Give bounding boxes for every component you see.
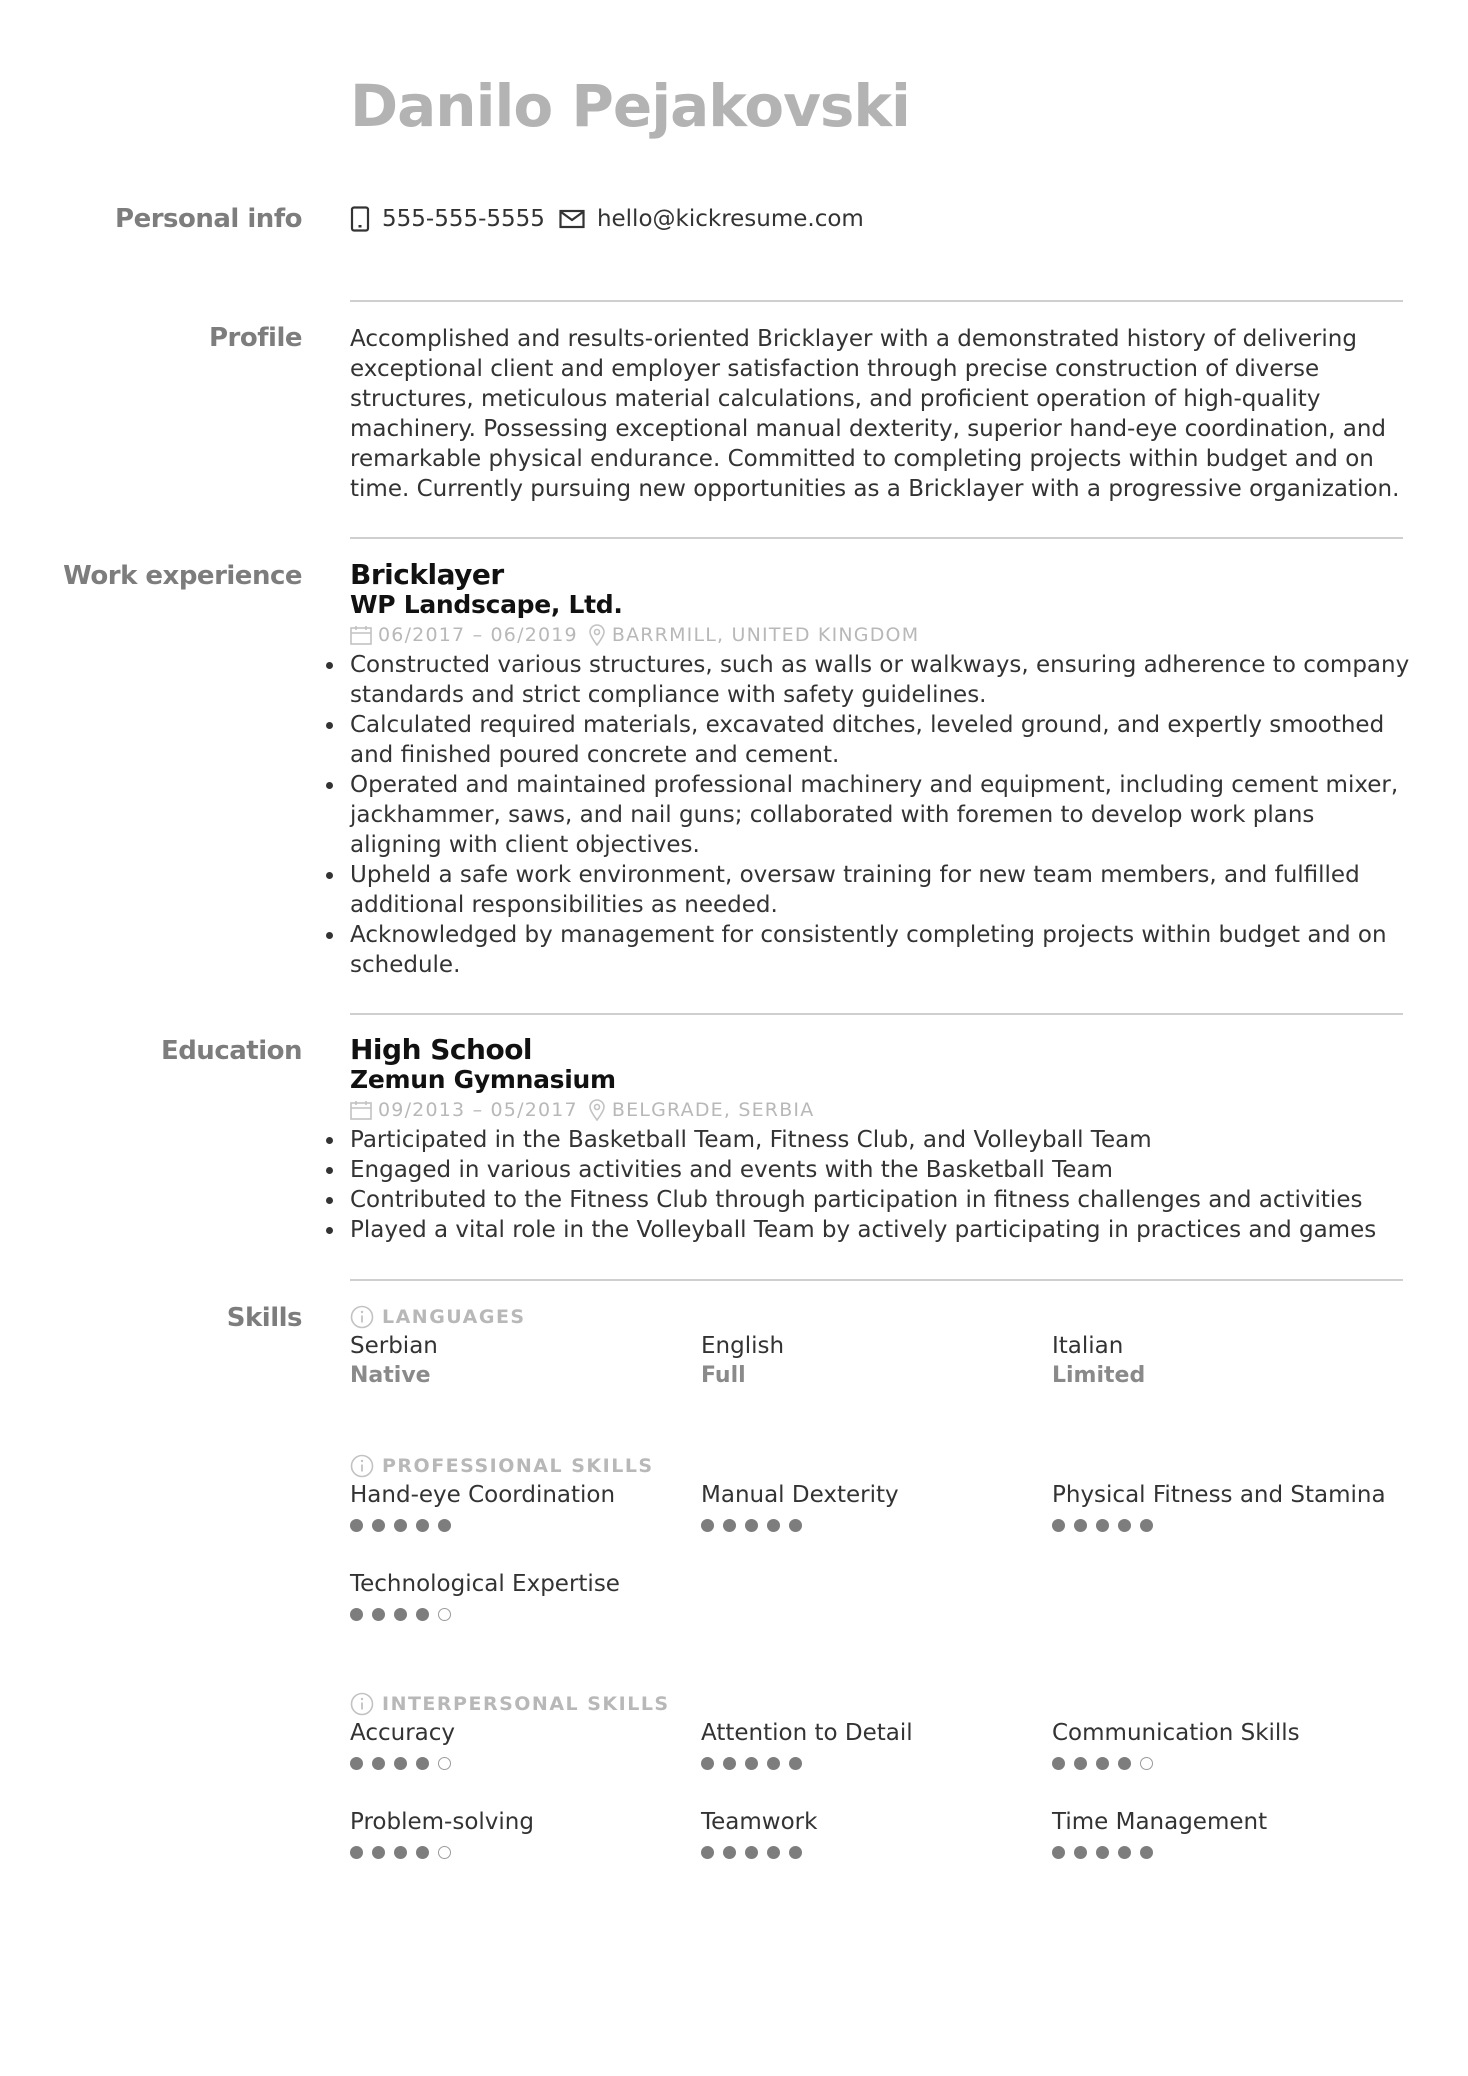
divider	[350, 537, 1403, 539]
rating-dot-filled	[767, 1757, 780, 1770]
rating-dot-filled	[416, 1519, 429, 1532]
phone-icon	[350, 206, 370, 232]
rating-dot-filled	[1052, 1757, 1065, 1770]
interpersonal-skills-group	[350, 1690, 1410, 1896]
list-item: Participated in the Basketball Team, Fitness Club, and Volleyball Team	[350, 1125, 1410, 1155]
work-bullets	[350, 650, 1410, 980]
rating-dot-filled	[416, 1846, 429, 1859]
rating-dot-filled	[394, 1608, 407, 1621]
list-item: Calculated required materials, excavated ditches, leveled ground, and expertly smoothed and finished poured concrete and cement.	[350, 710, 1410, 770]
list-item: Acknowledged by management for consistently completing projects within budget and on schedule.	[350, 920, 1410, 980]
education-dates: 09/2013 – 05/2017	[378, 1099, 578, 1121]
rating-dot-filled	[1096, 1519, 1109, 1532]
skill-item	[701, 1718, 1052, 1807]
rating-dot-filled	[1140, 1846, 1153, 1859]
skill-item	[350, 1807, 701, 1896]
skill-name: Attention to Detail	[701, 1720, 913, 1746]
info-icon	[350, 1692, 374, 1716]
list-item: Constructed various structures, such as walls or walkways, ensuring adherence to company standards and strict compliance with safety guidelines.	[350, 652, 1410, 708]
work-location: BARRMILL, UNITED KINGDOM	[611, 624, 920, 646]
section-label-profile: Profile	[208, 323, 302, 353]
rating-dot-filled	[745, 1846, 758, 1859]
rating-dot-filled	[416, 1757, 429, 1770]
rating-dot-empty	[438, 1846, 451, 1859]
list-item: Contributed to the Fitness Club through participation in fitness challenges and activities	[350, 1185, 1410, 1215]
email-address[interactable]: hello@kickresume.com	[596, 206, 864, 232]
list-item: Upheld a safe work environment, oversaw training for new team members, and fulfilled additional responsibilities as needed.	[350, 860, 1410, 920]
rating-dot-filled	[1052, 1519, 1065, 1532]
language-item	[1052, 1331, 1403, 1391]
skill-rating	[350, 1519, 701, 1532]
skill-rating	[350, 1608, 701, 1621]
skill-rating	[701, 1757, 1052, 1770]
rating-dot-filled	[1096, 1846, 1109, 1859]
skill-rating	[1052, 1519, 1403, 1532]
rating-dot-filled	[1074, 1846, 1087, 1859]
candidate-name: Danilo Pejakovski	[350, 72, 910, 140]
education-meta	[350, 1095, 1410, 1125]
skill-name: Technological Expertise	[350, 1571, 620, 1597]
language-level: Native	[350, 1363, 431, 1388]
language-name: English	[701, 1333, 785, 1359]
education-entry	[350, 1035, 1410, 1245]
language-name: Italian	[1052, 1333, 1124, 1359]
rating-dot-filled	[416, 1608, 429, 1621]
info-icon	[350, 1305, 374, 1329]
work-entry	[350, 560, 1410, 980]
rating-dot-filled	[1118, 1846, 1131, 1859]
rating-dot-filled	[350, 1608, 363, 1621]
skill-rating	[1052, 1846, 1403, 1859]
skill-name: Communication Skills	[1052, 1720, 1300, 1746]
rating-dot-filled	[789, 1846, 802, 1859]
rating-dot-filled	[1118, 1519, 1131, 1532]
job-title: Bricklayer	[350, 558, 504, 591]
rating-dot-filled	[701, 1519, 714, 1532]
language-name: Serbian	[350, 1333, 438, 1359]
email-item	[559, 206, 864, 232]
skill-rating	[701, 1519, 1052, 1532]
rating-dot-filled	[438, 1519, 451, 1532]
phone-item	[350, 206, 545, 232]
education-location: BELGRADE, SERBIA	[611, 1099, 815, 1121]
rating-dot-filled	[789, 1757, 802, 1770]
rating-dot-filled	[1052, 1846, 1065, 1859]
rating-dot-filled	[394, 1757, 407, 1770]
language-item	[701, 1331, 1052, 1391]
skill-item	[701, 1807, 1052, 1896]
skill-rating	[350, 1846, 701, 1859]
rating-dot-filled	[372, 1846, 385, 1859]
rating-dot-filled	[723, 1757, 736, 1770]
phone-number[interactable]: 555-555-5555	[382, 206, 545, 232]
rating-dot-filled	[372, 1519, 385, 1532]
rating-dot-empty	[1140, 1757, 1153, 1770]
list-item: Operated and maintained professional machinery and equipment, including cement mixer, jackhammer, saws, and nail guns; collaborated with foremen to develop work plans aligning with client objectives.	[350, 770, 1410, 860]
skill-rating	[350, 1757, 701, 1770]
language-level: Full	[701, 1363, 746, 1388]
rating-dot-filled	[701, 1846, 714, 1859]
divider	[350, 300, 1403, 302]
interpersonal-skills-heading: INTERPERSONAL SKILLS	[350, 1690, 1410, 1718]
skill-item	[350, 1718, 701, 1807]
rating-dot-filled	[767, 1846, 780, 1859]
rating-dot-filled	[723, 1846, 736, 1859]
rating-dot-filled	[1074, 1519, 1087, 1532]
work-dates: 06/2017 – 06/2019	[378, 624, 578, 646]
skill-name: Teamwork	[701, 1809, 818, 1835]
skill-item	[1052, 1807, 1403, 1896]
section-label-education: Education	[160, 1036, 302, 1066]
skill-name: Accuracy	[350, 1720, 456, 1746]
professional-skills-group	[350, 1452, 1410, 1658]
rating-dot-filled	[394, 1846, 407, 1859]
divider	[350, 1013, 1403, 1015]
rating-dot-filled	[1096, 1757, 1109, 1770]
location-pin-icon	[588, 624, 606, 646]
skill-name: Physical Fitness and Stamina	[1052, 1482, 1386, 1508]
language-item	[350, 1331, 701, 1391]
location-pin-icon	[588, 1099, 606, 1121]
rating-dot-filled	[350, 1519, 363, 1532]
languages-group	[350, 1303, 1410, 1391]
calendar-icon	[350, 1100, 372, 1120]
profile-summary: Accomplished and results-oriented Bricklayer with a demonstrated history of delivering exceptional client and employer satisfaction through precise construction of diverse structures, meticulous material calculations, and proficient operation of high-quality machinery. Possessing exceptional manual dexterity, superior hand-eye coordination, and remarkable physical endurance. Committed to completing projects within budget and on time. Currently pursuing new opportunities as a Bricklayer with a progressive organization.	[350, 326, 1400, 502]
skill-name: Time Management	[1052, 1809, 1268, 1835]
rating-dot-filled	[1118, 1757, 1131, 1770]
section-label-work-experience: Work experience	[63, 561, 302, 591]
skill-item	[350, 1480, 701, 1569]
professional-skills-heading: PROFESSIONAL SKILLS	[350, 1452, 1410, 1480]
skill-item	[350, 1569, 701, 1658]
employer: WP Landscape, Ltd.	[350, 590, 623, 619]
rating-dot-filled	[767, 1519, 780, 1532]
language-level: Limited	[1052, 1363, 1146, 1388]
rating-dot-filled	[701, 1757, 714, 1770]
skill-item	[701, 1480, 1052, 1569]
section-label-skills: Skills	[226, 1303, 302, 1333]
degree-title: High School	[350, 1033, 533, 1066]
skill-item	[1052, 1480, 1403, 1569]
school-name: Zemun Gymnasium	[350, 1065, 616, 1094]
skill-name: Problem-solving	[350, 1809, 534, 1835]
section-label-personal-info: Personal info	[115, 204, 302, 234]
skill-rating	[1052, 1757, 1403, 1770]
rating-dot-filled	[789, 1519, 802, 1532]
skill-name: Hand-eye Coordination	[350, 1482, 616, 1508]
skill-rating	[701, 1846, 1052, 1859]
rating-dot-filled	[745, 1519, 758, 1532]
skill-name: Manual Dexterity	[701, 1482, 899, 1508]
mail-icon	[559, 209, 585, 229]
rating-dot-filled	[350, 1757, 363, 1770]
contact-info	[350, 206, 878, 232]
rating-dot-empty	[438, 1757, 451, 1770]
rating-dot-filled	[723, 1519, 736, 1532]
rating-dot-filled	[745, 1757, 758, 1770]
rating-dot-filled	[1140, 1519, 1153, 1532]
list-item: Played a vital role in the Volleyball Team by actively participating in practices and games	[350, 1215, 1410, 1245]
rating-dot-filled	[1074, 1757, 1087, 1770]
rating-dot-empty	[438, 1608, 451, 1621]
rating-dot-filled	[350, 1846, 363, 1859]
rating-dot-filled	[372, 1608, 385, 1621]
divider	[350, 1279, 1403, 1281]
rating-dot-filled	[372, 1757, 385, 1770]
skill-item	[1052, 1718, 1403, 1807]
info-icon	[350, 1454, 374, 1478]
languages-heading: LANGUAGES	[350, 1303, 1410, 1331]
list-item: Engaged in various activities and events with the Basketball Team	[350, 1155, 1410, 1185]
rating-dot-filled	[394, 1519, 407, 1532]
education-bullets	[350, 1125, 1410, 1245]
work-meta	[350, 620, 1410, 650]
calendar-icon	[350, 625, 372, 645]
